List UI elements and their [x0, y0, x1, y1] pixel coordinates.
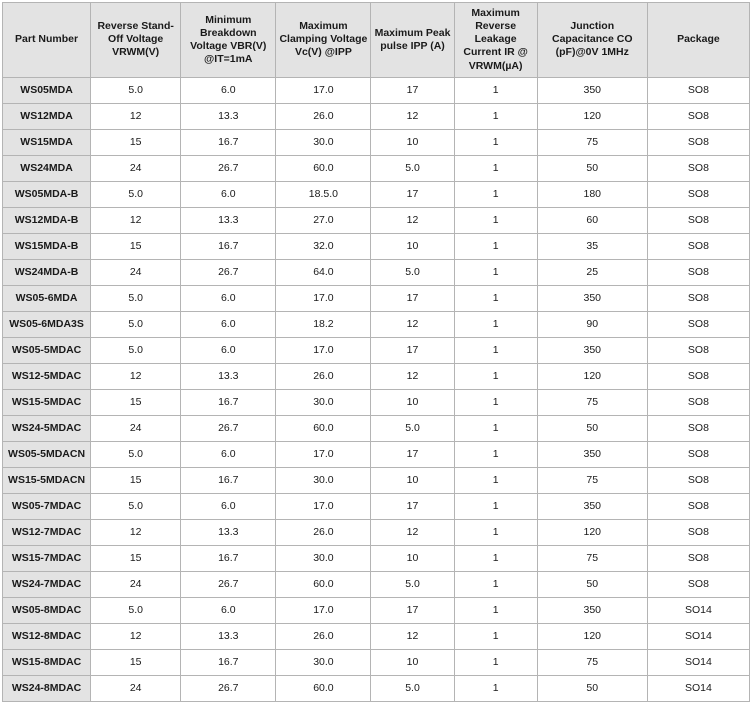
- table-cell: SO14: [647, 597, 749, 623]
- table-cell: 17.0: [276, 77, 371, 103]
- table-cell: 60.0: [276, 571, 371, 597]
- table-cell: 17.0: [276, 337, 371, 363]
- table-cell: SO8: [647, 571, 749, 597]
- cell-part-number: WS05MDA: [3, 77, 91, 103]
- table-cell: 5.0: [371, 675, 454, 701]
- table-cell: 10: [371, 467, 454, 493]
- table-cell: 75: [537, 129, 647, 155]
- table-cell: 26.7: [181, 415, 276, 441]
- table-cell: 17: [371, 337, 454, 363]
- table-cell: SO8: [647, 129, 749, 155]
- table-cell: 350: [537, 441, 647, 467]
- table-cell: 5.0: [371, 415, 454, 441]
- table-cell: 5.0: [91, 597, 181, 623]
- table-cell: SO8: [647, 337, 749, 363]
- table-cell: 1: [454, 389, 537, 415]
- table-cell: 350: [537, 77, 647, 103]
- table-cell: 15: [91, 233, 181, 259]
- table-cell: 1: [454, 623, 537, 649]
- table-cell: 350: [537, 337, 647, 363]
- table-cell: 30.0: [276, 649, 371, 675]
- table-cell: 24: [91, 415, 181, 441]
- table-cell: SO8: [647, 363, 749, 389]
- table-row: [3, 597, 750, 623]
- column-header-maximum-peak-pulse: Maximum Peak pulse IPP (A): [371, 3, 454, 78]
- table-cell: 90: [537, 311, 647, 337]
- table-cell: SO8: [647, 467, 749, 493]
- table-cell: SO8: [647, 545, 749, 571]
- table-cell: 10: [371, 649, 454, 675]
- table-row: [3, 103, 750, 129]
- table-cell: 1: [454, 415, 537, 441]
- table-cell: 13.3: [181, 623, 276, 649]
- table-cell: SO8: [647, 285, 749, 311]
- cell-part-number: WS15-8MDAC: [3, 649, 91, 675]
- table-row: [3, 389, 750, 415]
- table-cell: 17: [371, 285, 454, 311]
- table-cell: 75: [537, 649, 647, 675]
- table-row: [3, 415, 750, 441]
- table-cell: SO8: [647, 207, 749, 233]
- table-cell: 50: [537, 155, 647, 181]
- table-row: [3, 311, 750, 337]
- table-cell: SO8: [647, 103, 749, 129]
- table-cell: 13.3: [181, 363, 276, 389]
- table-cell: 75: [537, 545, 647, 571]
- table-cell: 10: [371, 129, 454, 155]
- table-cell: 18.5.0: [276, 181, 371, 207]
- table-cell: 5.0: [371, 155, 454, 181]
- table-cell: 1: [454, 259, 537, 285]
- table-cell: 24: [91, 571, 181, 597]
- table-cell: 17.0: [276, 493, 371, 519]
- table-cell: 6.0: [181, 311, 276, 337]
- table-cell: 16.7: [181, 649, 276, 675]
- cell-part-number: WS05-6MDA3S: [3, 311, 91, 337]
- table-cell: 12: [91, 363, 181, 389]
- table-cell: 15: [91, 129, 181, 155]
- table-cell: 1: [454, 675, 537, 701]
- table-cell: 15: [91, 467, 181, 493]
- table-row: [3, 675, 750, 701]
- cell-part-number: WS24-8MDAC: [3, 675, 91, 701]
- table-row: [3, 493, 750, 519]
- table-cell: 12: [371, 623, 454, 649]
- cell-part-number: WS24MDA-B: [3, 259, 91, 285]
- table-cell: 1: [454, 311, 537, 337]
- cell-part-number: WS05-8MDAC: [3, 597, 91, 623]
- cell-part-number: WS15MDA: [3, 129, 91, 155]
- table-cell: 1: [454, 103, 537, 129]
- table-row: [3, 233, 750, 259]
- table-cell: 17: [371, 597, 454, 623]
- table-cell: 12: [91, 623, 181, 649]
- cell-part-number: WS05-5MDACN: [3, 441, 91, 467]
- table-cell: 6.0: [181, 285, 276, 311]
- table-cell: 35: [537, 233, 647, 259]
- table-cell: 26.7: [181, 155, 276, 181]
- table-cell: 30.0: [276, 129, 371, 155]
- column-header-reverse-standoff-voltage: Reverse Stand-Off Voltage VRWM(V): [91, 3, 181, 78]
- table-cell: 12: [371, 519, 454, 545]
- table-cell: 120: [537, 623, 647, 649]
- cell-part-number: WS05-7MDAC: [3, 493, 91, 519]
- table-cell: 5.0: [91, 441, 181, 467]
- table-row: [3, 285, 750, 311]
- table-cell: 6.0: [181, 77, 276, 103]
- table-cell: 17: [371, 441, 454, 467]
- table-cell: 17.0: [276, 285, 371, 311]
- table-cell: 16.7: [181, 129, 276, 155]
- table-cell: 17: [371, 493, 454, 519]
- table-row: [3, 649, 750, 675]
- table-cell: 15: [91, 389, 181, 415]
- table-cell: SO8: [647, 181, 749, 207]
- table-cell: 5.0: [91, 285, 181, 311]
- table-cell: 13.3: [181, 103, 276, 129]
- table-cell: 26.0: [276, 363, 371, 389]
- table-cell: 60.0: [276, 155, 371, 181]
- table-cell: 1: [454, 207, 537, 233]
- table-cell: 17.0: [276, 597, 371, 623]
- table-cell: 60.0: [276, 675, 371, 701]
- table-row: [3, 623, 750, 649]
- table-cell: 1: [454, 233, 537, 259]
- table-cell: 350: [537, 597, 647, 623]
- table-row: [3, 519, 750, 545]
- table-row: [3, 129, 750, 155]
- table-cell: 60.0: [276, 415, 371, 441]
- cell-part-number: WS24MDA: [3, 155, 91, 181]
- table-cell: 12: [91, 207, 181, 233]
- cell-part-number: WS05-6MDA: [3, 285, 91, 311]
- table-row: [3, 363, 750, 389]
- table-row: [3, 207, 750, 233]
- table-cell: 5.0: [371, 259, 454, 285]
- table-cell: 1: [454, 337, 537, 363]
- table-cell: 120: [537, 363, 647, 389]
- table-cell: 1: [454, 285, 537, 311]
- table-cell: 180: [537, 181, 647, 207]
- table-header-row: [3, 3, 750, 78]
- table-cell: 50: [537, 415, 647, 441]
- cell-part-number: WS12-5MDAC: [3, 363, 91, 389]
- table-cell: 12: [91, 103, 181, 129]
- table-cell: 1: [454, 181, 537, 207]
- table-cell: SO8: [647, 233, 749, 259]
- table-cell: 26.7: [181, 571, 276, 597]
- table-cell: 50: [537, 571, 647, 597]
- table-cell: 16.7: [181, 545, 276, 571]
- table-cell: 16.7: [181, 389, 276, 415]
- table-cell: SO8: [647, 389, 749, 415]
- table-cell: 16.7: [181, 467, 276, 493]
- table-cell: SO8: [647, 77, 749, 103]
- table-cell: 25: [537, 259, 647, 285]
- table-cell: 26.0: [276, 103, 371, 129]
- table-cell: 32.0: [276, 233, 371, 259]
- table-cell: 350: [537, 285, 647, 311]
- table-cell: 16.7: [181, 233, 276, 259]
- table-cell: 15: [91, 545, 181, 571]
- table-cell: 18.2: [276, 311, 371, 337]
- table-cell: SO8: [647, 441, 749, 467]
- table-cell: 1: [454, 467, 537, 493]
- table-cell: 24: [91, 259, 181, 285]
- cell-part-number: WS24-5MDAC: [3, 415, 91, 441]
- table-cell: 5.0: [91, 493, 181, 519]
- table-cell: 10: [371, 389, 454, 415]
- table-row: [3, 77, 750, 103]
- table-cell: SO14: [647, 649, 749, 675]
- table-cell: 5.0: [91, 311, 181, 337]
- table-cell: 75: [537, 467, 647, 493]
- table-cell: 24: [91, 155, 181, 181]
- table-cell: 60: [537, 207, 647, 233]
- table-cell: 27.0: [276, 207, 371, 233]
- table-cell: 12: [371, 311, 454, 337]
- table-cell: 6.0: [181, 597, 276, 623]
- table-cell: 1: [454, 571, 537, 597]
- table-row: [3, 181, 750, 207]
- table-cell: 13.3: [181, 207, 276, 233]
- table-cell: 15: [91, 649, 181, 675]
- table-row: [3, 545, 750, 571]
- table-cell: 1: [454, 519, 537, 545]
- table-cell: 12: [91, 519, 181, 545]
- table-cell: 5.0: [91, 77, 181, 103]
- table-cell: 30.0: [276, 389, 371, 415]
- cell-part-number: WS05MDA-B: [3, 181, 91, 207]
- table-cell: 26.7: [181, 675, 276, 701]
- table-cell: 64.0: [276, 259, 371, 285]
- table-cell: 6.0: [181, 441, 276, 467]
- table-row: [3, 337, 750, 363]
- table-cell: SO8: [647, 259, 749, 285]
- table-cell: 26.0: [276, 623, 371, 649]
- table-cell: 350: [537, 493, 647, 519]
- table-cell: 5.0: [91, 337, 181, 363]
- table-cell: 6.0: [181, 337, 276, 363]
- column-header-part-number: Part Number: [3, 3, 91, 78]
- table-cell: 26.0: [276, 519, 371, 545]
- table-cell: SO14: [647, 623, 749, 649]
- cell-part-number: WS05-5MDAC: [3, 337, 91, 363]
- table-cell: 12: [371, 103, 454, 129]
- cell-part-number: WS12MDA: [3, 103, 91, 129]
- table-cell: 30.0: [276, 467, 371, 493]
- table-header: [3, 3, 750, 78]
- table-cell: 10: [371, 233, 454, 259]
- table-cell: 12: [371, 207, 454, 233]
- table-cell: 1: [454, 155, 537, 181]
- table-cell: 12: [371, 363, 454, 389]
- table-cell: 30.0: [276, 545, 371, 571]
- table-cell: 120: [537, 103, 647, 129]
- table-row: [3, 441, 750, 467]
- table-cell: 5.0: [371, 571, 454, 597]
- table-cell: 1: [454, 77, 537, 103]
- table-cell: 1: [454, 597, 537, 623]
- table-body: [3, 77, 750, 701]
- cell-part-number: WS15-5MDACN: [3, 467, 91, 493]
- table-cell: 1: [454, 493, 537, 519]
- table-cell: SO8: [647, 519, 749, 545]
- table-cell: SO8: [647, 155, 749, 181]
- table-cell: 1: [454, 649, 537, 675]
- column-header-minimum-breakdown-voltage: Minimum Breakdown Voltage VBR(V) @IT=1mA: [181, 3, 276, 78]
- table-cell: 17.0: [276, 441, 371, 467]
- cell-part-number: WS12-8MDAC: [3, 623, 91, 649]
- specification-table: [2, 2, 750, 702]
- cell-part-number: WS12MDA-B: [3, 207, 91, 233]
- cell-part-number: WS15MDA-B: [3, 233, 91, 259]
- table-cell: 26.7: [181, 259, 276, 285]
- table-row: [3, 571, 750, 597]
- table-cell: 13.3: [181, 519, 276, 545]
- table-cell: 120: [537, 519, 647, 545]
- cell-part-number: WS15-7MDAC: [3, 545, 91, 571]
- table-cell: 10: [371, 545, 454, 571]
- column-header-maximum-reverse-leakage-current: Maximum Reverse Leakage Current IR @ VRWM(µA): [454, 3, 537, 78]
- table-row: [3, 155, 750, 181]
- table-cell: 17: [371, 181, 454, 207]
- table-cell: 5.0: [91, 181, 181, 207]
- table-cell: 1: [454, 441, 537, 467]
- table-cell: SO8: [647, 493, 749, 519]
- table-cell: 50: [537, 675, 647, 701]
- table-row: [3, 467, 750, 493]
- column-header-maximum-clamping-voltage: Maximum Clamping Voltage Vc(V) @IPP: [276, 3, 371, 78]
- table-cell: 24: [91, 675, 181, 701]
- table-cell: 1: [454, 545, 537, 571]
- table-cell: SO8: [647, 415, 749, 441]
- cell-part-number: WS24-7MDAC: [3, 571, 91, 597]
- cell-part-number: WS15-5MDAC: [3, 389, 91, 415]
- table-cell: 6.0: [181, 181, 276, 207]
- column-header-package: Package: [647, 3, 749, 78]
- table-cell: 6.0: [181, 493, 276, 519]
- table-cell: SO8: [647, 311, 749, 337]
- table-cell: 1: [454, 129, 537, 155]
- table-row: [3, 259, 750, 285]
- table-cell: SO14: [647, 675, 749, 701]
- table-cell: 1: [454, 363, 537, 389]
- column-header-junction-capacitance: Junction Capacitance CO (pF)@0V 1MHz: [537, 3, 647, 78]
- table-cell: 17: [371, 77, 454, 103]
- cell-part-number: WS12-7MDAC: [3, 519, 91, 545]
- table-cell: 75: [537, 389, 647, 415]
